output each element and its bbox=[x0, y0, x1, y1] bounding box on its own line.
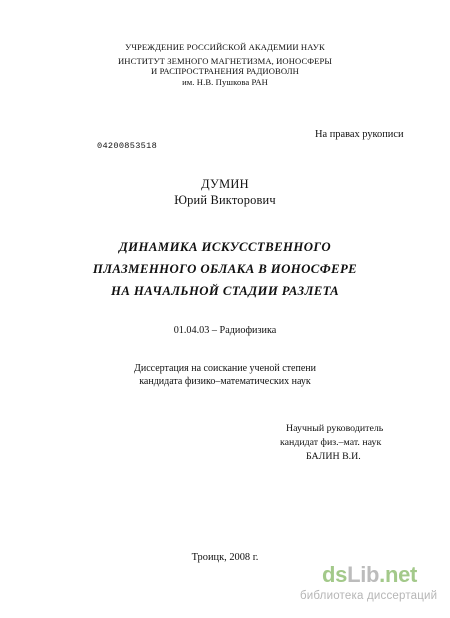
institution-line-1: УЧРЕЖДЕНИЕ РОССИЙСКОЙ АКАДЕМИИ НАУК bbox=[125, 42, 325, 52]
supervisor-role: Научный руководитель bbox=[286, 423, 384, 434]
catalog-number: 04200853518 bbox=[97, 141, 158, 151]
watermark-logo-net: .net bbox=[379, 562, 418, 587]
watermark-logo[interactable] bbox=[322, 562, 417, 588]
title-line-3: НА НАЧАЛЬНОЙ СТАДИИ РАЗЛЕТА bbox=[110, 284, 340, 298]
supervisor-name: БАЛИН В.И. bbox=[306, 451, 361, 462]
institution-line-4: им. Н.В. Пушкова РАН bbox=[182, 77, 268, 87]
title-line-1: ДИНАМИКА ИСКУССТВЕННОГО bbox=[119, 240, 331, 254]
title-line-2: ПЛАЗМЕННОГО ОБЛАКА В ИОНОСФЕРЕ bbox=[92, 262, 358, 276]
institution-line-2: ИНСТИТУТ ЗЕМНОГО МАГНЕТИЗМА, ИОНОСФЕРЫ bbox=[118, 56, 332, 66]
supervisor-degree: кандидат физ.–мат. наук bbox=[280, 437, 382, 448]
watermark-subtitle: библиотека диссертаций bbox=[300, 590, 438, 602]
manuscript-note: На правах рукописи bbox=[315, 129, 404, 140]
author-first-names: Юрий Викторович bbox=[174, 193, 276, 207]
specialty-code: 01.04.03 – Радиофизика bbox=[173, 325, 277, 336]
institution-line-3: И РАСПРОСТРАНЕНИЯ РАДИОВОЛН bbox=[151, 66, 299, 76]
place-year: Троицк, 2008 г. bbox=[191, 552, 259, 563]
watermark-logo-lib: Lib bbox=[347, 562, 380, 587]
author-last-name: ДУМИН bbox=[201, 177, 249, 191]
dissertation-line-2: кандидата физико–математических наук bbox=[139, 376, 311, 387]
dissertation-line-1: Диссертация на соискание ученой степени bbox=[134, 363, 316, 374]
watermark-logo-ds: ds bbox=[322, 562, 348, 587]
